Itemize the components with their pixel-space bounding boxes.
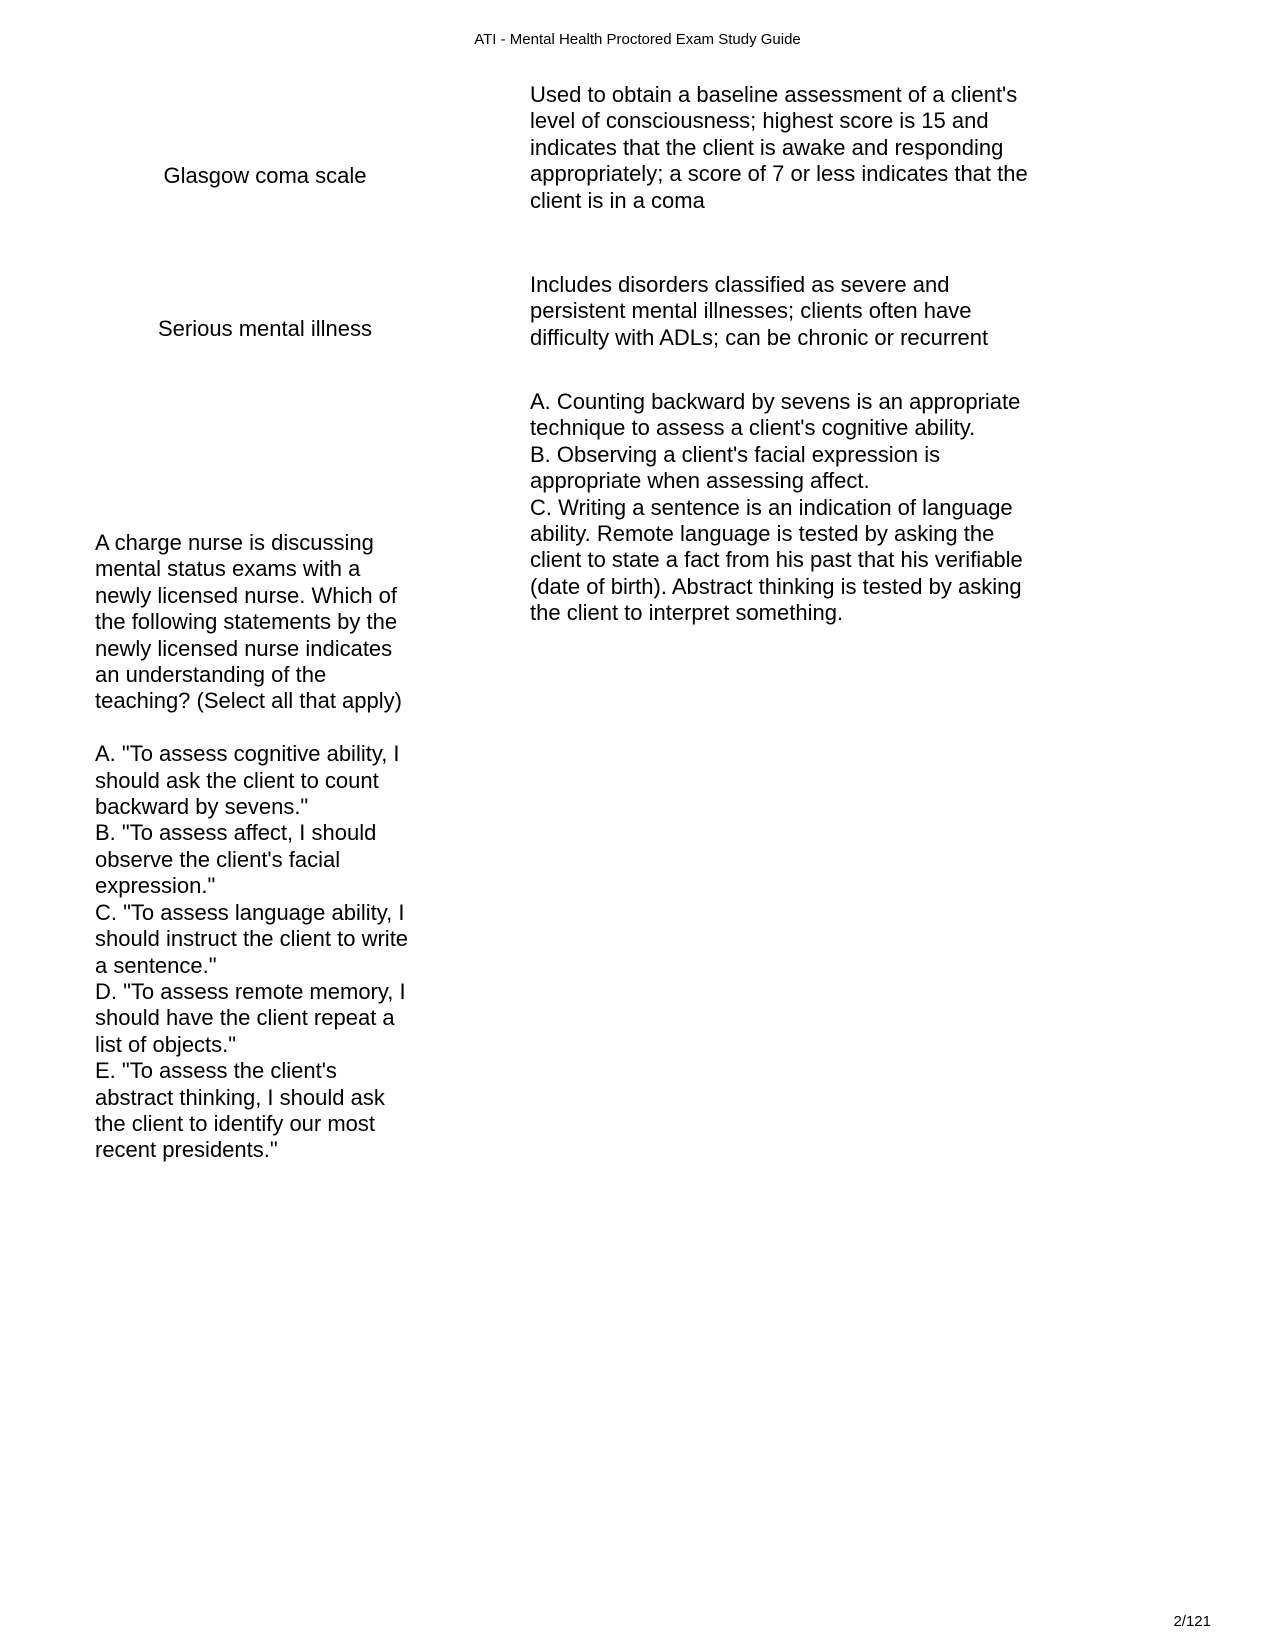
page-number: 2/121 <box>1173 1613 1211 1630</box>
card-2-definition: Includes disorders classified as severe and persistent mental illnesses; clients often have difficulty with ADLs; can be chronic or recurrent <box>530 272 989 350</box>
card-2-term: Serious mental illness <box>158 316 372 341</box>
card-3-definition: A. Counting backward by sevens is an appropriate technique to assess a client's cognitive ability. B. Observing a client's facial expression is appropriate when assessing affect. C. Writing a sentence is an indication of language ability. Remote language is tested by asking the client to state a fact from his past that his verifiable (date of birth). Abstract thinking is tested by asking the client to interpret something. <box>530 389 1023 626</box>
page-header-title: ATI - Mental Health Proctored Exam Study Guide <box>474 31 801 48</box>
card-1-definition: Used to obtain a baseline assessment of a client's level of consciousness; highest score is 15 and indicates that the client is awake and responding appropriately; a score of 7 or less indicates that the client is in a coma <box>530 82 1028 213</box>
card-1-term: Glasgow coma scale <box>163 163 367 188</box>
card-3-term: A charge nurse is discussing mental status exams with a newly licensed nurse. Which of the following statements by the newly licensed nurse indicates an understanding of the teaching? (Select all that apply) A. "To assess cognitive ability, I should ask the client to count backward by sevens." B. "To assess affect, I should observe the client's facial expression." C. "To assess language ability, I should instruct the client to write a sentence." D. "To assess remote memory, I should have the client repeat a list of objects." E. "To assess the client's abstract thinking, I should ask the client to identify our most recent presidents." <box>95 530 409 1163</box>
